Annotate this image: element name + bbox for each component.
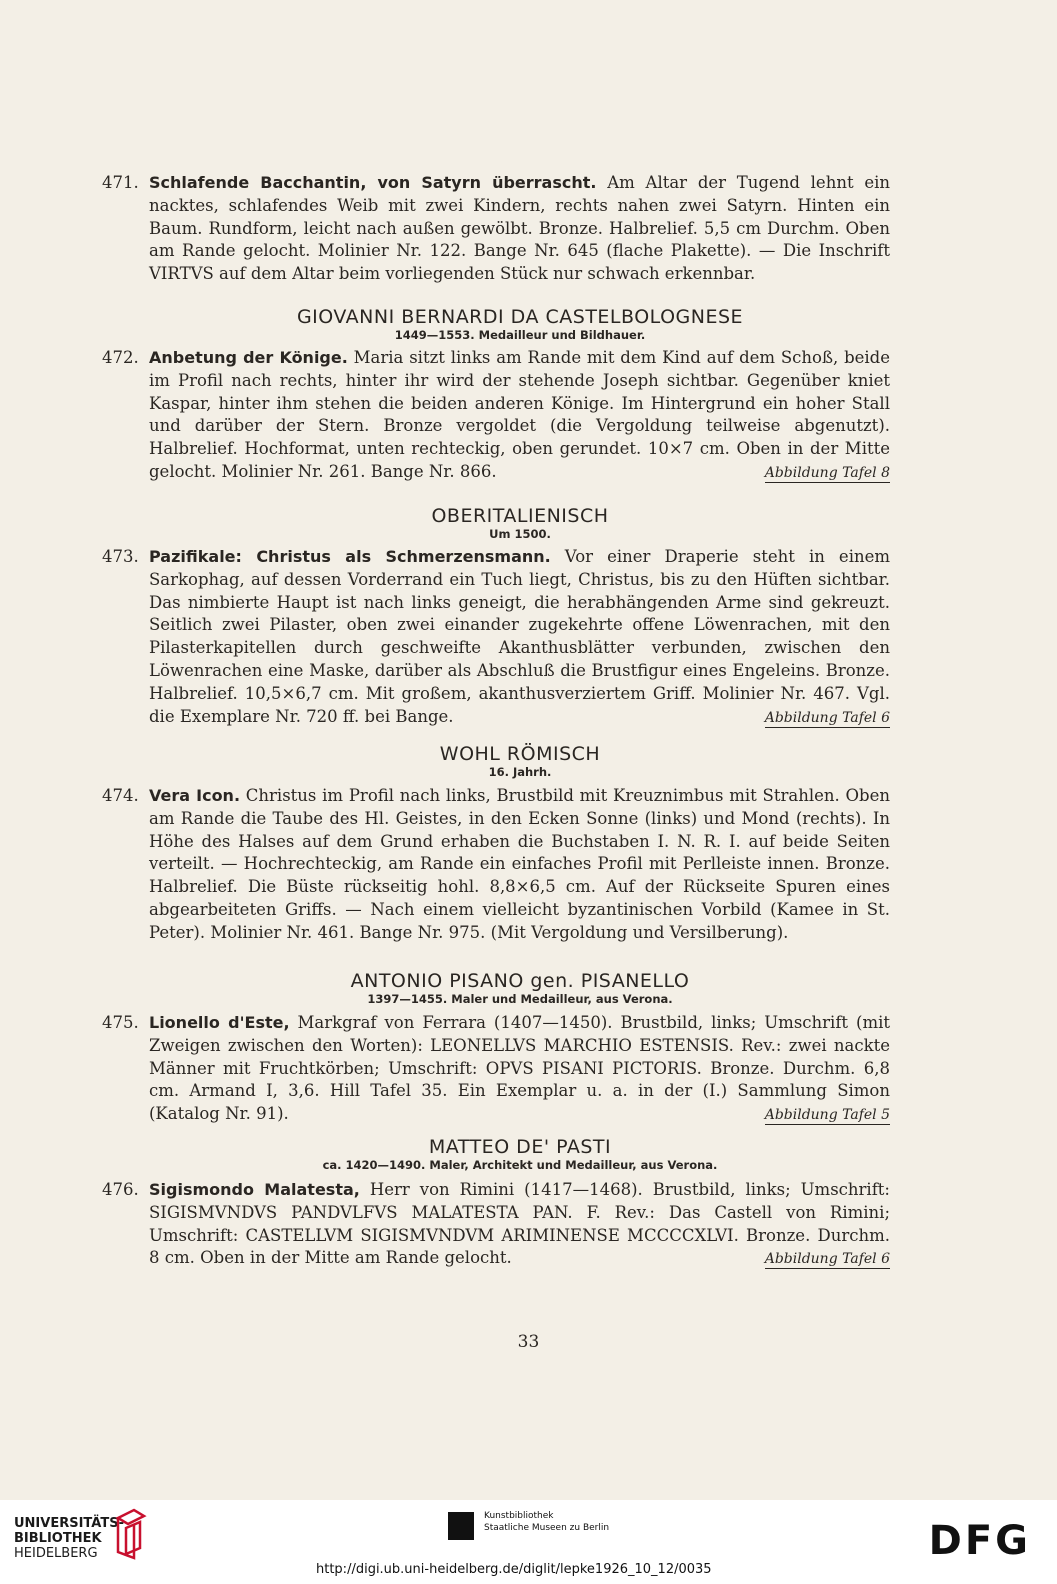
dfg-logo[interactable]: DFG [928,1518,1031,1564]
section-oberitalienisch [150,505,890,542]
section-subheading: 16. Jahrh. [488,765,552,779]
entry-text: Herr von Rimini (1417—1468). Brustbild, links; Umschrift: SIGISMVNDVS PANDVLFVS MALATESTA PAN. F. Rev.: Das Castell von Rimini; Umschrift: CASTELLVM SIGISMVNDVM ARIMINENSE MCCCCXLVI. Bronze. Durchm. 8 cm. Oben in der Mitte am Rande gelocht. [149,1180,890,1268]
entry-body [149,1179,890,1270]
section-subheading: 1397—1455. Maler und Medailleur, aus Verona. [367,992,673,1006]
entry-body [149,347,890,484]
section-wohl-roemisch [150,743,890,780]
entry-number: 472. [102,348,139,367]
entry-body [149,1012,890,1126]
entry-text: Vor einer Draperie steht in einem Sarkophag, auf dessen Vorderrand ein Tuch liegt, Christus, bis zu den Hüften sichtbar. Das nimbierte Haupt ist nach links geneigt, die herabhängenden Arme sind gekreuzt. Seitlich zwei Pilaster, oben zwei einander zugekehrte offene Löwenrachen, mit den Pilasterkapitellen durch geschweifte Akanthusblätter verbunden, zwischen den Löwenrachen eine Maske, darüber als Abschluß die Brustfigur eines Engeleins. Bronze. Halbrelief. 10,5×6,7 cm. Mit großem, akanthusverziertem Griff. Molinier Nr. 467. Vgl. die Exemplare Nr. 720 ff. bei Bange. [149,547,891,726]
entry-title: Lionello d'Este, [149,1013,290,1032]
footer-bar [0,1500,1057,1584]
catalog-entry-475 [102,1012,890,1126]
uni-line-1: UNIVERSITÄTS- [14,1516,124,1531]
section-heading: WOHL RÖMISCH [439,743,601,765]
section-heading: OBERITALIENISCH [431,505,609,527]
entry-text: Maria sitzt links am Rande mit dem Kind auf dem Schoß, beide im Profil nach rechts, hinter ihr wird der stehende Joseph sichtbar. Gegenüber kniet Kaspar, hinter ihm stehen die beiden anderen Könige. Im Hintergrund ein hoher Stall und darüber der Stern. Bronze vergoldet (die Vergoldung teilweise abgenutzt). Halbrelief. Hochformat, unten rechteckig, oben gerundet. 10×7 cm. Oben in der Mitte gelocht. Molinier Nr. 261. Bange Nr. 866. [149,348,890,481]
plate-reference: Abbildung Tafel 6 [764,1251,890,1268]
section-subheading: 1449—1553. Medailleur und Bildhauer. [394,328,646,342]
uni-line-3: HEIDELBERG [14,1546,98,1561]
section-heading: ANTONIO PISANO gen. PISANELLO [350,970,690,992]
catalog-entry-476 [102,1179,890,1270]
kb-line-2: Staatliche Museen zu Berlin [484,1523,610,1533]
section-subheading: Um 1500. [489,527,551,541]
catalog-entry-472 [102,347,890,484]
page-number: 33 [517,1332,540,1352]
plate-reference: Abbildung Tafel 6 [764,709,890,726]
entry-title: Vera Icon. [149,786,241,805]
entry-body [149,546,890,728]
entry-body [149,785,890,945]
section-heading: GIOVANNI BERNARDI DA CASTELBOLOGNESE [296,306,744,328]
entry-number: 474. [102,786,139,805]
uni-line-2: BIBLIOTHEK [14,1531,102,1546]
entry-title: Anbetung der Könige. [149,348,348,367]
kunstbibliothek-mark-icon [448,1512,474,1540]
entry-number: 475. [102,1013,139,1032]
entry-number: 471. [102,173,139,192]
catalog-entry-474 [102,785,890,945]
plate-reference: Abbildung Tafel 8 [764,464,890,481]
section-matteo-de-pasti [150,1136,890,1173]
section-subheading: ca. 1420—1490. Maler, Architekt und Medailleur, aus Verona. [322,1158,718,1172]
entry-text: Christus im Profil nach links, Brustbild mit Kreuznimbus mit Strahlen. Oben am Rande die Taube des Hl. Geistes, in den Ecken Sonne (links) und Mond (rechts). In Höhe des Halses auf dem Grund erhaben die Buchstaben I. N. R. I. auf beide Seiten verteilt. — Hochrechteckig, am Rande ein einfaches Profil mit Perlleiste innen. Bronze. Halbrelief. Die Büste rückseitig hohl. 8,8×6,5 cm. Auf der Rückseite Spuren eines abgearbeiteten Griffs. — Nach einem vielleicht byzantinischen Vorbild (Kamee in St. Peter). Molinier Nr. 461. Bange Nr. 975. (Mit Vergoldung und Versilberung). [149,786,890,942]
entry-title: Schlafende Bacchantin, von Satyrn überrascht. [149,173,597,192]
entry-title: Pazifikale: Christus als Schmerzensmann. [149,547,551,566]
kb-line-1: Kunstbibliothek [484,1511,554,1521]
plate-reference: Abbildung Tafel 5 [764,1107,890,1124]
section-pisanello [150,970,890,1007]
entry-title: Sigismondo Malatesta, [149,1180,360,1199]
kunstbibliothek-text [484,1510,644,1534]
section-giovanni-bernardi [150,306,890,343]
entry-text: Am Altar der Tugend lehnt ein nacktes, schlafendes Weib mit zwei Kindern, rechts nahen zwei Satyrn. Hinten ein Baum. Rundform, leicht nach außen gewölbt. Bronze. Halbrelief. 5,5 cm Durchm. Oben am Rande gelocht. Molinier Nr. 122. Bange Nr. 645 (flache Plakette). — Die Inschrift VIRTVS auf dem Altar beim vorliegenden Stück nur schwach erkennbar. [149,173,890,284]
catalog-entry-471 [102,172,890,286]
catalog-entry-473 [102,546,890,728]
permalink-url[interactable]: http://digi.ub.uni-heidelberg.de/diglit/lepke1926_10_12/0035 [316,1562,712,1577]
entry-body [149,172,890,286]
section-heading: MATTEO DE' PASTI [428,1136,612,1158]
entry-number: 473. [102,547,139,566]
entry-text: Markgraf von Ferrara (1407—1450). Brustbild, links; Umschrift (mit Zweigen zwischen den Worten): LEONELLVS MARCHIO ESTENSIS. Rev.: zwei nackte Männer mit Fruchtkörben; Umschrift: OPVS PISANI PICTORIS. Bronze. Durchm. 6,8 cm. Armand I, 3,6. Hill Tafel 35. Ein Exemplar u. a. in der (I.) Sammlung Simon (Katalog Nr. 91). [149,1013,891,1124]
university-library-logo-icon[interactable] [104,1508,148,1560]
entry-number: 476. [102,1180,139,1199]
